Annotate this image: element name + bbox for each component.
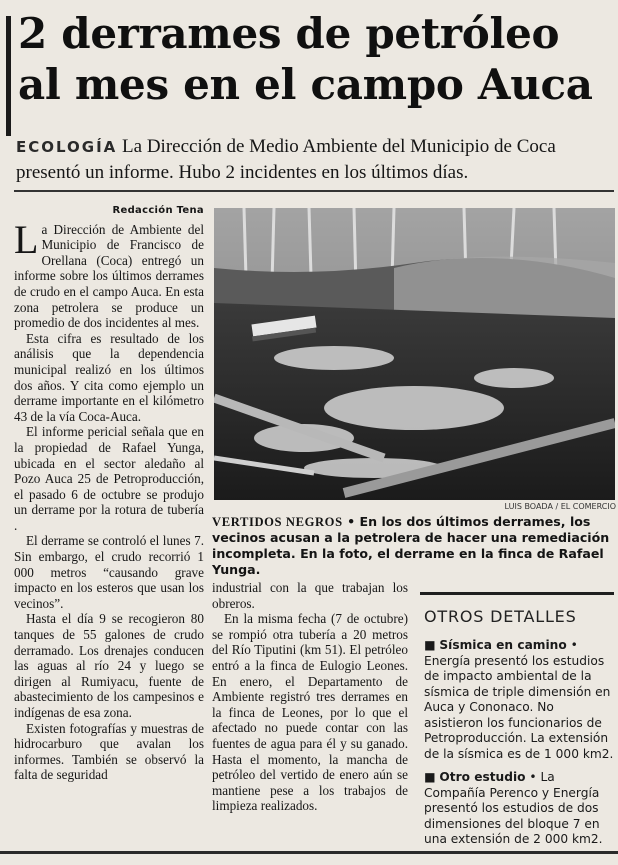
sidebar-rule bbox=[420, 592, 614, 595]
photo-caption: VERTIDOS NEGROS • En los dos últimos derrames, los vecinos acusan a la petrolera de hacer una remediación incompleta. En la foto, el derrame en la finca de Rafael Yunga. bbox=[212, 514, 610, 577]
drop-cap: L bbox=[14, 216, 39, 262]
caption-text: En los dos últimos derrames, los vecinos acusan a la petrolera de hacer una remediación incompleta. En la foto, el derrame en la finca de Rafael Yunga. bbox=[212, 514, 610, 577]
article-paragraph: industrial con la que trabajan los obreros. bbox=[212, 580, 408, 611]
byline: Redacción Tena bbox=[112, 205, 204, 216]
sidebar-item-title: Sísmica en camino bbox=[439, 638, 567, 652]
sidebar-item-text: Energía presentó los estudios de impacto ambiental de la sísmica de triple dimensión en Auca y Cononaco. No asistieron los funcionarios de Petroproducción. La extensión de la sísmica es de 1 000 km2. bbox=[424, 653, 614, 761]
deck-divider bbox=[14, 190, 614, 192]
headline: 2 derrames de petróleo al mes en el campo Auca bbox=[18, 9, 593, 109]
sidebar-title: OTROS DETALLES bbox=[424, 607, 577, 626]
oil-spill-photo bbox=[214, 208, 615, 500]
article-paragraph: En la misma fecha (7 de octubre) se rompió otra tubería a 20 metros del Río Tiputini (km 51). El petróleo entró a la finca de Eulogio Leones. En enero, el Departamento de Ambiente registró tres derrames en la finca de Leones, por lo que el afectado no puede contar con las fuentes de agua para él y su ganado. Hasta el momento, la mancha de petróleo del vertido de enero aún se mantiene pese a los trabajos de limpieza realizados. bbox=[212, 611, 408, 814]
bullet-square-icon: ■ bbox=[424, 638, 436, 652]
deck-text: La Dirección de Medio Ambiente del Municipio de Coca presentó un informe. Hubo 2 incidentes en los últimos días. bbox=[16, 136, 556, 183]
article-paragraph: Hasta el día 9 se recogieron 80 tanques de 55 galones de crudo derramado. Los drenajes conducen las aguas al río 24 y luego se dirigen al Rumiyacu, fuente de abastecimiento de los campesinos e indígenas de esa zona. bbox=[14, 611, 204, 720]
sidebar-item-title: Otro estudio bbox=[439, 770, 526, 784]
bullet-square-icon: ■ bbox=[424, 770, 436, 784]
sidebar-item: ■ Otro estudio • La Compañía Perenco y Energía presentó los estudios de dos dimensiones del bloque 7 en una extensión de 2 000 km2. bbox=[424, 770, 603, 846]
article-paragraph: El informe pericial señala que en la propiedad de Rafael Yunga, ubicada en el sector aledaño al Pozo Auca 25 de Petroproducción, el pasado 6 de octubre se produjo un derrame por la rotura de tubería . bbox=[14, 424, 204, 533]
photo-credit: LUIS BOADA / EL COMERCIO bbox=[504, 502, 616, 511]
article-paragraph: El derrame se controló el lunes 7. Sin embargo, el crudo recorrió 1 000 metros “causando grave impacto en los esteros que usan los vecinos”. bbox=[14, 533, 204, 611]
article-paragraph: Esta cifra es resultado de los análisis que la dependencia municipal realizó en los últimos dos años. Y cita como ejemplo un derrame importante en el kilómetro 43 de la vía Coca-Auca. bbox=[14, 330, 204, 424]
article-column-1 bbox=[14, 203, 204, 783]
article-column-2 bbox=[212, 580, 408, 814]
page-bottom-rule bbox=[0, 851, 618, 854]
details-sidebar bbox=[420, 592, 614, 856]
headline-rule bbox=[6, 16, 11, 136]
sidebar-item: ■ Sísmica en camino • Energía presentó los estudios de impacto ambiental de la sísmica de triple dimensión en Auca y Cononaco. No asistieron los funcionarios de Petroproducción. La extensión de la sísmica es de 1 000 km2. bbox=[424, 638, 614, 761]
article-paragraph: La Dirección de Ambiente del Municipio de Francisco de Orellana (Coca) entregó un informe sobre los últimos derrames de crudo en el campo Auca. En esta zona petrolera se produce un promedio de dos incidentes al mes. bbox=[14, 216, 204, 331]
section-kicker: ECOLOGÍA bbox=[16, 138, 118, 156]
deck bbox=[16, 134, 612, 185]
sidebar-item-text: La Compañía Perenco y Energía presentó los estudios de dos dimensiones del bloque 7 en una extensión de 2 000 km2. bbox=[424, 770, 603, 846]
article-paragraph: Existen fotografías y muestras de hidrocarburo que avalan los informes. También se observó la falta de seguridad bbox=[14, 720, 204, 783]
caption-lead: VERTIDOS NEGROS bbox=[212, 515, 343, 529]
